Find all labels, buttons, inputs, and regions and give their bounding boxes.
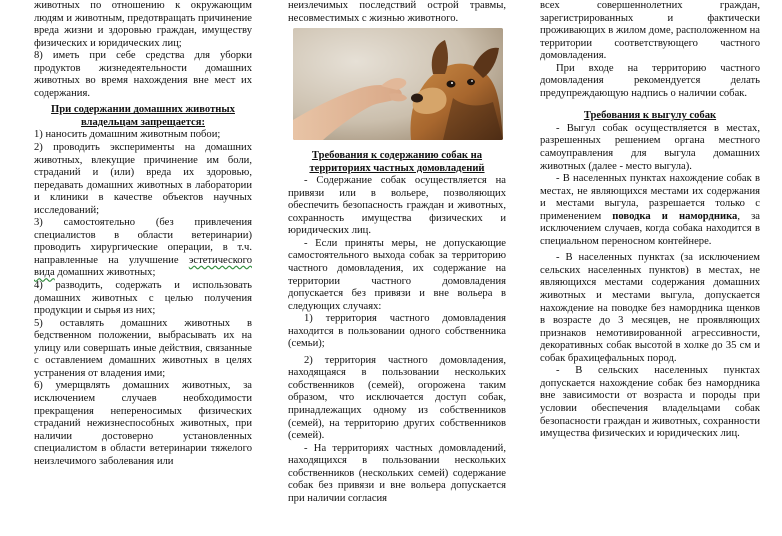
paragraph-a: - Содержание собак осуществляется на привязи или в вольере, позволяющих обеспечить безопасность граждан и животных, сохранность имущества физических и юридических лиц. [288,175,506,237]
heading-line-2: владельцам запрещается: [80,116,206,128]
heading-line-1: При содержании домашних животных [51,104,235,116]
spellcheck-underlined-word: вида [34,267,55,279]
section-heading-walking: Требования к выгулу собак [583,110,717,122]
heading-line-1: Требования к содержанию собак на [311,150,483,162]
paragraph-case-1: 1) территория частного домовладения находится в пользовании одного собственника (семьи); [288,313,506,350]
paragraph-entry-sign: При входе на территорию частного домовладения рекомендуется делать предупреждающую надпись о наличии собак. [540,62,760,99]
spellcheck-underlined-word: эстетического [188,254,252,266]
paragraph-b: - Если приняты меры, не допускающие самостоятельного выхода собак за территорию частного домовладения, их содержание на территории частного домовладения допускается без привязи и вне вольера в следующих случаях: [288,237,506,312]
paragraph-intro: животных по отношению к окружающим людям и животным, предотвращать причинение вреда жизни и здоровью граждан, имуществу физических и юридических лиц; [34,0,252,49]
paragraph-c: - В населенных пунктах (за исключением сельских населенных пунктов) в местах, не являющихся местами содержания домашних животных и местами выгула, допускается нахождение на поводке без намордника щенков в возрасте до 3 месяцев, не проявляющих признаков немотивированной агрессивности, декоративных собак высотой в холке до 35 см и собак брахицефальных пород. [540,252,760,364]
paragraph-continuation: неизлечимых последствий острой травмы, несовместимых с жизнью животного. [288,0,506,24]
column-left [34,0,252,536]
bold-leash-muzzle: поводка и намордника [612,210,738,222]
paragraph-case-2: 2) территория частного домовладения, находящаяся в пользовании нескольких собственников (семей), огорожена таким образом, что исключается доступ собак, принадлежащих одному из собственников (семей), на территорию других собственников (семей). [288,354,506,442]
column-right [540,0,760,536]
paragraph-a: - Выгул собак осуществляется в местах, разрешенных решением органа местного самоуправления для выгула домашних животных (далее - место выгула). [540,122,760,172]
paragraph-item-1: 1) наносить домашним животным побои; [34,129,221,141]
paragraph-item-8: 8) иметь при себе средства для уборки продуктов жизнедеятельности домашних животных во время нахождения вне мест их содержания. [34,50,252,99]
paragraph-item-3: 3) самостоятельно (без привлечения специалистов в области ветеринарии) проводить хирургические операции, в т.ч. направленные на улучшение эстетического вида домашних животных; [34,217,252,279]
paragraph-continuation: всех совершеннолетних граждан, зарегистрированных и фактически проживающих в жилом доме, расположенном на территории соответствующего частного домовладения. [540,0,760,62]
heading-line-2: территориях частных домовладений [309,162,485,174]
paragraph-item-5: 5) оставлять домашних животных в бедственном положении, выбрасывать их на улицу или совершать иные действия, связанные с оставлением домашних животных в целях устранения от владения ими; [34,317,252,379]
paragraph-b: - В населенных пунктах нахождение собак в местах, не являющихся местами их содержания и местами выгула, разрешается только с применением поводка и намордника, за исключением случаев, когда собака находится в специальном переносном контейнере. [540,173,760,247]
paragraph-d: - В сельских населенных пунктах допускается нахождение собак без намордника вне зависимости от возраста и породы при условии обеспечения владельцами собак безопасности граждан и животных, сохранности имущества физических и юридических лиц. [540,365,760,440]
section-heading-private-households [288,150,506,175]
paragraph-item-6: 6) умерщвлять домашних животных, за исключением случаев необходимости прекращения непереносимых физических страданий нежизнеспособных животных, при наличии достоверно установленных специалистом в области ветеринарии тяжелого неизлечимого заболевания или [34,380,252,467]
photo-hand-and-dog [293,28,503,140]
paragraph-item-2: 2) проводить эксперименты на домашних животных, влекущие причинение им боли, страданий и (или) вреда их здоровью, передавать домашних животных в лаборатории и клиники в качестве объектов научных исследований; [34,142,252,216]
section-heading-prohibited [34,104,252,129]
column-middle [288,0,506,536]
paragraph-c: - На территориях частных домовладений, находящихся в пользовании нескольких собственников (нескольких семей) содержание собак без привязи и вне вольера допускается при наличии согласия [288,442,506,504]
hand-dog-illustration [293,28,503,140]
paragraph-item-4: 4) разводить, содержать и использовать домашних животных с целью получения продукции и сырья из них; [34,280,252,317]
